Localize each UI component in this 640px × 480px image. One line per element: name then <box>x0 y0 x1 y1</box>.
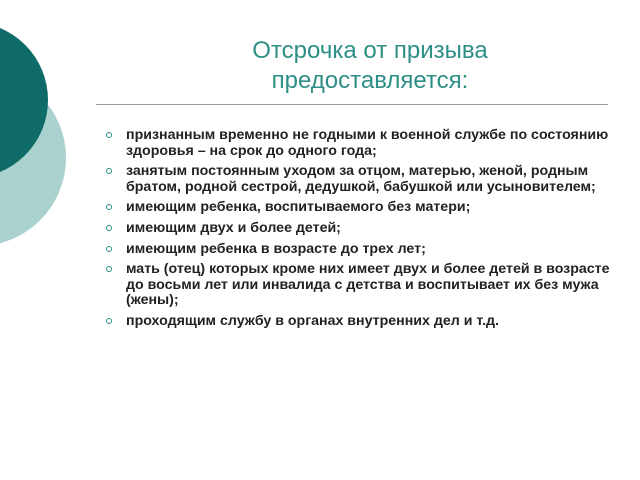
slide-title <box>170 36 570 96</box>
bullet-icon <box>106 318 112 324</box>
list-item <box>104 128 614 159</box>
list-item-text: мать (отец) которых кроме них имеет двух и более детей в возрасте до восьми лет или инвалида с детства и воспитывает их без мужа (жены); <box>126 261 610 309</box>
list-item <box>104 242 614 258</box>
list-item <box>104 164 614 195</box>
list-item <box>104 262 614 309</box>
list-item-text: занятым постоянным уходом за отцом, матерью, женой, родным братом, родной сестрой, дедушкой, бабушкой или усыновителем; <box>126 163 596 195</box>
list-item-text: имеющим ребенка в возрасте до трех лет; <box>126 240 426 257</box>
bullet-icon <box>106 266 112 272</box>
list-item <box>104 221 614 237</box>
list-item <box>104 200 614 216</box>
title-line-2: предоставляется: <box>271 67 469 94</box>
list-item-text: имеющим двух и более детей; <box>126 219 341 236</box>
decorative-circles <box>0 0 110 260</box>
bullet-icon <box>106 204 112 210</box>
list-item-text: имеющим ребенка, воспитываемого без матери; <box>126 199 471 216</box>
list-item <box>104 314 614 330</box>
bullet-icon <box>106 225 112 231</box>
list-item-text: признанным временно не годными к военной службе по состоянию здоровья – на срок до одного года; <box>126 127 609 159</box>
bullet-icon <box>106 246 112 252</box>
title-divider <box>96 104 608 105</box>
list-item-text: проходящим службу в органах внутренних дел и т.д. <box>126 312 499 329</box>
title-line-1: Отсрочка от призыва <box>252 37 488 64</box>
bullet-icon <box>106 132 112 138</box>
bullet-icon <box>106 168 112 174</box>
bullet-list <box>104 128 614 335</box>
